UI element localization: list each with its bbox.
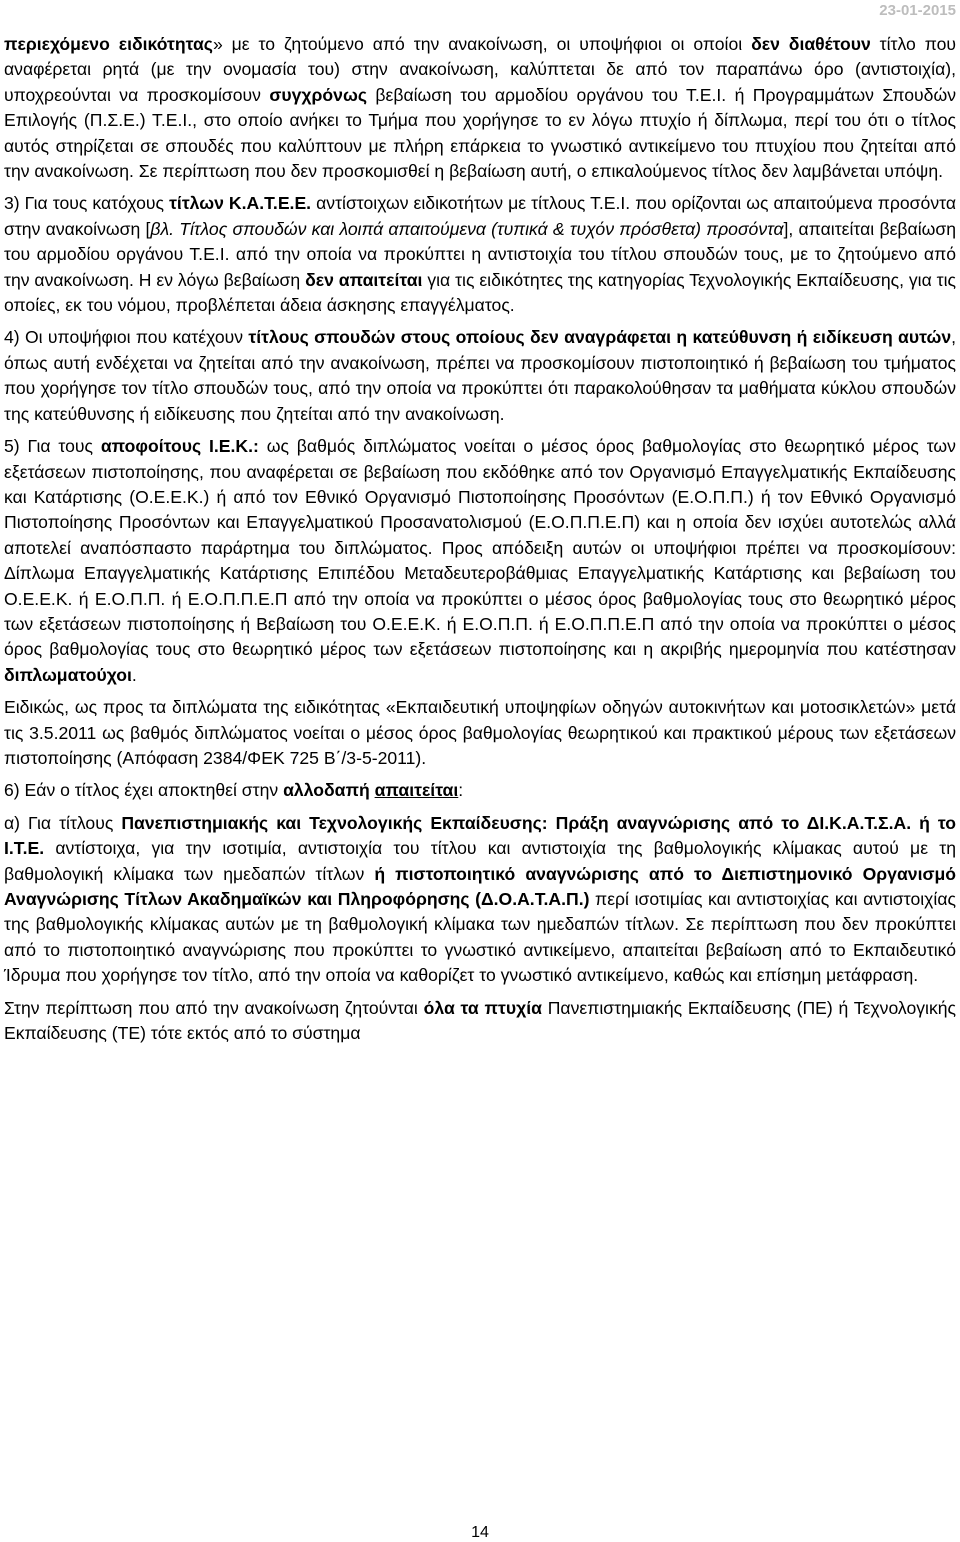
paragraph bbox=[4, 325, 956, 427]
text-run: συγχρόνως bbox=[269, 84, 367, 105]
text-run: : bbox=[458, 780, 464, 801]
text-run: 5) Για τους bbox=[4, 436, 101, 457]
paragraph bbox=[4, 434, 956, 688]
paragraph bbox=[4, 695, 956, 771]
text-run: 3) Για τους κατόχους bbox=[4, 193, 170, 214]
text-run: διπλωματούχοι bbox=[4, 664, 132, 685]
text-run: 6) Εάν ο τίτλος έχει αποκτηθεί στην bbox=[4, 780, 284, 801]
text-run: αντίστοιχων ειδικοτήτων με τίτλους Τ.Ε.Ι. που ορίζονται ως απαιτούμενα προσόντα στην ανακοίνωση [ bbox=[4, 193, 956, 239]
text-run: απαιτείται bbox=[374, 780, 459, 801]
text-run: αποφοίτους Ι.Ε.Κ.: bbox=[100, 436, 259, 457]
paragraph bbox=[4, 32, 956, 184]
paragraph bbox=[4, 811, 956, 989]
text-run: τίτλων Κ.Α.Τ.Ε.Ε. bbox=[169, 193, 312, 214]
text-run: . bbox=[131, 664, 137, 685]
text-run: δεν διαθέτουν bbox=[751, 34, 871, 54]
paragraph bbox=[4, 778, 956, 803]
text-run: ], απαιτείται βεβαίωση του αρμοδίου οργάνου Τ.Ε.Ι. από την οποία να προκύπτει η αντιστοιχία του τίτλου σπουδών τους, με το ζητούμενο από την ανακοίνωση. Η εν λόγω βεβαίωση bbox=[4, 218, 956, 290]
text-run: βλ. Τίτλος σπουδών και λοιπά απαιτούμενα (τυπικά & τυχόν πρόσθετα) προσόντα bbox=[150, 218, 784, 239]
text-run: τίτλο που αναφέρεται ρητά (με την ονομασία του) στην ανακοίνωση, καλύπτεται δε από τον παραπάνω όρο (αντιστοιχία), υποχρεούνται να προσκομίσουν bbox=[4, 34, 956, 105]
text-run: περί ισοτιμίας και αντιστοιχίας και αντιστοιχίας της βαθμολογικής κλίμακας αυτών με τη βαθμολογική κλίμακα των ημεδαπών τίτλων. Σε περίπτωση που δεν προκύπτει από το πιστοποιητικό αναγνώρισης που προκύπτει το γνωστικό αντικείμενο, απαιτείται βεβαίωση από το Εκπαιδευτικό Ίδρυμα που χορήγησε τον τίτλο, από την οποία να καθορίζετ το γνωστικό αντικείμενο, καθώς και επίσημη μετάφραση. bbox=[4, 889, 956, 986]
text-run: , όπως αυτή ενδέχεται να ζητείται από την ανακοίνωση, πρέπει να προσκομίσουν πιστοποιητικό ή βεβαίωση του τμήματος που χορήγησε τον τίτλο σπουδών τους, από την οποία να προκύπτει ότι παρακολούθησαν τα μαθήματα κύκλου σπουδών της κατεύθυνσης ή ειδίκευσης που ζητείται από την ανακοίνωση. bbox=[4, 327, 956, 424]
text-run: για τις ειδικότητες της κατηγορίας Τεχνολογικής Εκπαίδευσης, για τις οποίες, εκ του νόμου, προβλέπεται άδεια άσκησης επαγγέλματος. bbox=[4, 269, 956, 316]
text-run: βεβαίωση του αρμοδίου οργάνου του Τ.Ε.Ι. ή Προγραμμάτων Σπουδών Επιλογής (Π.Σ.Ε.) Τ.Ε.Ι., στο οποίο ανήκει το Τμήμα που χορήγησε το εν λόγω πτυχίο ή δίπλωμα, περί του ότι ο τίτλος αυτός στηρίζεται σε σπουδές που καλύπτουν με πλήρη επάρκεια το γνωστικό αντικείμενο του πτυχίου που ζητείται από την ανακοίνωση. Σε περίπτωση που δεν προσκομισθεί η βεβαίωση αυτή, ο επικαλούμενος τίτλος δεν λαμβάνεται υπόψη. bbox=[4, 84, 956, 182]
text-run: δεν απαιτείται bbox=[305, 269, 423, 290]
text-run: ή πιστοποιητικό αναγνώρισης από το Διεπιστημονικό Οργανισμό Αναγνώρισης Τίτλων Ακαδημαϊκών και Πληροφόρησης (Δ.Ο.Α.Τ.Α.Π.) bbox=[4, 863, 957, 909]
text-run: Στην περίπτωση που από την ανακοίνωση ζητούνται bbox=[4, 997, 424, 1018]
text-run: Πανεπιστημιακής και Τεχνολογικής Εκπαίδευσης: Πράξη αναγνώρισης από το ΔΙ.Κ.Α.Τ.Σ.Α. ή το Ι.Τ.Ε. bbox=[4, 812, 956, 859]
text-run: ως βαθμός διπλώματος νοείται ο μέσος όρος βαθμολογίας στο θεωρητικό μέρος των εξετάσεων πιστοποίησης, που αναφέρεται σε βεβαίωση που εκδόθηκε από τον Οργανισμό Επαγγελματικής Εκπαίδευσης και Κατάρτισης (Ο.Ε.Ε.Κ.) ή από τον Εθνικό Οργανισμό Πιστοποίησης Προσόντων (Ε.Ο.Π.Π.) ή τον Εθνικό Οργανισμό Πιστοποίησης Προσόντων και Επαγγελματικού Προσανατολισμού (Ε.Ο.Π.Π.Ε.Π) και η οποία δεν ισχύει αυτοτελώς αλλά αποτελεί αναπόσπαστο παράρτημα του διπλώματος. Προς απόδειξη αυτών οι υποψήφιοι πρέπει να προσκομίσουν: Δίπλωμα Επαγγελματικής Κατάρτισης Επιπέδου Μεταδευτεροβάθμιας Επαγγελματικής Κατάρτισης και βεβαίωση του Ο.Ε.Ε.Κ. ή Ε.Ο.Π.Π. ή Ε.Ο.Π.Π.Ε.Π από την οποία να προκύπτει ο μέσος όρος βαθμολογίας τους στο θεωρητικό μέρος των εξετάσεων πιστοποίησης ή Βεβαίωση του Ο.Ε.Ε.Κ. ή Ε.Ο.Π.Π. ή Ε.Ο.Π.Π.Ε.Π από την οποία να προκύπτει ο μέσος όρος βαθμολογίας τους στο θεωρητικό μέρος των εξετάσεων πιστοποίησης και η ακριβής ημερομηνία που κατέστησαν bbox=[4, 436, 956, 660]
text-run: περιεχόμενο ειδικότητας bbox=[4, 34, 213, 54]
text-run: Πανεπιστημιακής Εκπαίδευσης (ΠΕ) ή Τεχνολογικής Εκπαίδευσης (ΤΕ) τότε εκτός από το σύστημα bbox=[4, 997, 957, 1044]
text-run: Ειδικώς, ως προς τα διπλώματα της ειδικότητας «Εκπαιδευτική υποψηφίων οδηγών αυτοκινήτων και μοτοσικλετών» μετά τις 3.5.2011 ως βαθμός διπλώματος νοείται ο μέσος όρος βαθμολογίας θεωρητικού και πρακτικού μέρους των εξετάσεων πιστοποίησης (Απόφαση 2384/ΦΕΚ 725 Β΄/3-5-2011). bbox=[4, 697, 956, 768]
text-run: » με το ζητούμενο από την ανακοίνωση, οι υποψήφιοι οι οποίοι bbox=[212, 34, 752, 54]
text-run: αντίστοιχα, για την ισοτιμία, αντιστοιχία του τίτλου και αντιστοιχία της βαθμολογικής κλίμακας αυτού με τη βαθμολογική κλίμακα των ημεδαπών τίτλων bbox=[4, 838, 956, 884]
paragraph bbox=[4, 191, 956, 318]
text-run: όλα τα πτυχία bbox=[423, 997, 542, 1018]
page-number: 14 bbox=[471, 1524, 489, 1541]
header-date: 23-01-2015 bbox=[879, 2, 956, 19]
document-body bbox=[4, 32, 956, 1046]
text-run: αλλοδαπή bbox=[283, 780, 370, 801]
text-run: α) Για τίτλους bbox=[4, 812, 122, 833]
paragraph bbox=[4, 996, 956, 1047]
text-run: τίτλους σπουδών στους οποίους δεν αναγράφεται η κατεύθυνση ή ειδίκευση αυτών bbox=[248, 327, 952, 348]
text-run: 4) Οι υποψήφιοι που κατέχουν bbox=[4, 327, 249, 348]
